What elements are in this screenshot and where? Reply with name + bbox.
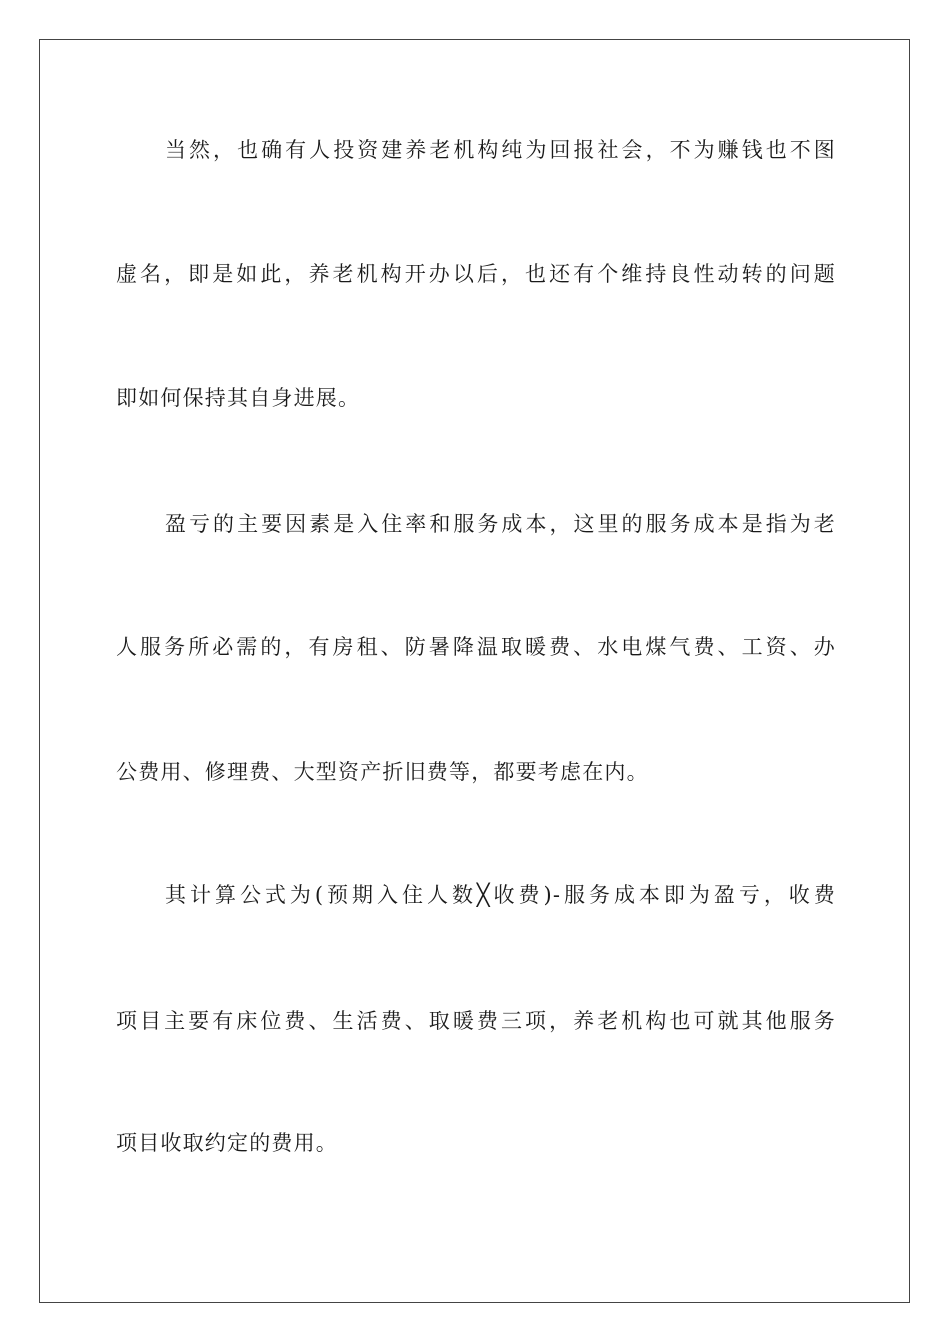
page-border [39, 39, 910, 1303]
paragraph-2-line-3: 公费用、修理费、大型资产折旧费等，都要考虑在内。 [116, 760, 649, 784]
paragraph-1-line-3: 即如何保持其自身进展。 [116, 386, 361, 410]
paragraph-3-line-1: 其计算公式为(预期入住人数╳收费)-服务成本即为盈亏，收费 [165, 883, 836, 907]
paragraph-1-line-2: 虚名，即是如此，养老机构开办以后，也还有个维持良性动转的问题 [116, 262, 836, 286]
paragraph-1-line-1: 当然，也确有人投资建养老机构纯为回报社会，不为赚钱也不图 [165, 138, 836, 162]
paragraph-3-line-3: 项目收取约定的费用。 [116, 1131, 338, 1155]
paragraph-3-line-2: 项目主要有床位费、生活费、取暖费三项，养老机构也可就其他服务 [116, 1009, 836, 1033]
paragraph-2-line-1: 盈亏的主要因素是入住率和服务成本，这里的服务成本是指为老 [165, 512, 836, 536]
paragraph-2-line-2: 人服务所必需的，有房租、防暑降温取暖费、水电煤气费、工资、办 [116, 635, 836, 659]
